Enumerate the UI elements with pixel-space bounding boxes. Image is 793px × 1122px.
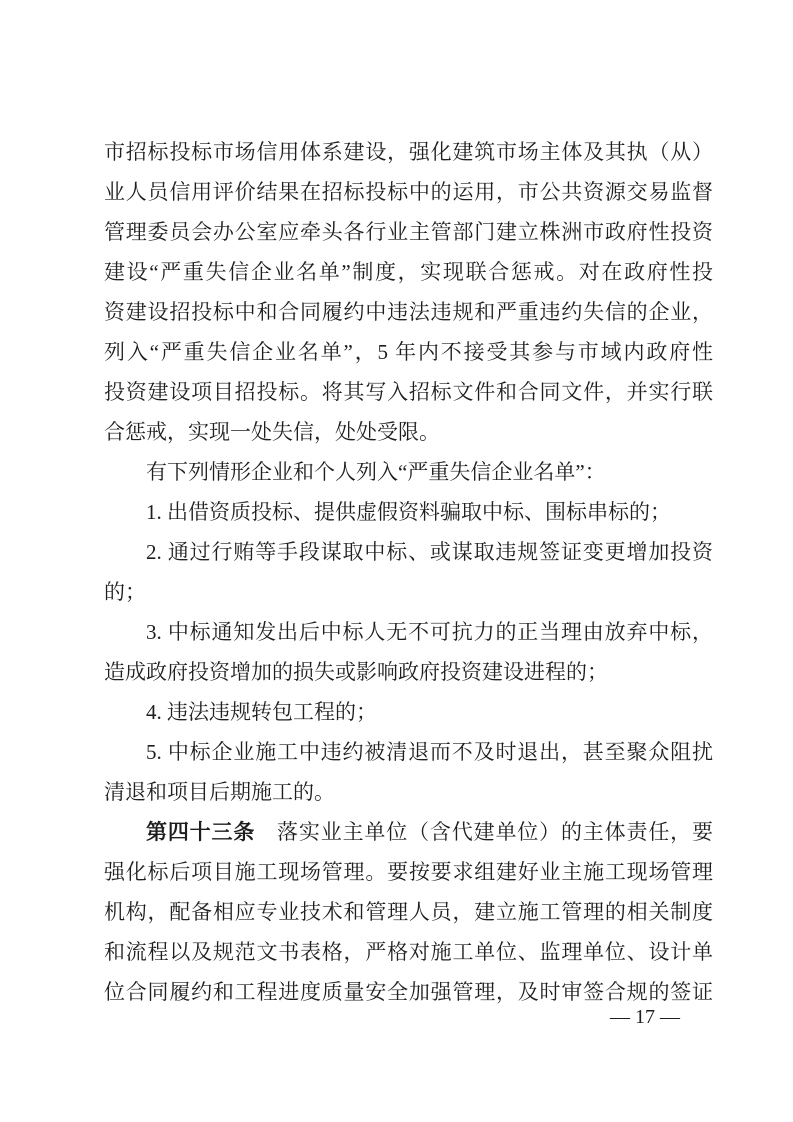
body-line: 市招标投标市场信用体系建设，强化建筑市场主体及其执（从） [104,140,713,164]
body-line: 合惩戒，实现一处失信，处处受限。 [104,420,440,444]
list-item-line: 清退和项目后期施工的。 [104,780,335,804]
body-line: 建设“严重失信企业名单”制度，实现联合惩戒。对在政府性投 [104,260,713,284]
article-text: 落实业主单位（含代建单位）的主体责任，要 [255,820,713,844]
list-item-line: 的； [104,580,146,604]
list-item-line: 3. 中标通知发出后中标人无不可抗力的正当理由放弃中标， [146,620,713,644]
list-item-line: 1. 出借资质投标、提供虚假资料骗取中标、围标串标的； [146,500,671,524]
document-body [104,132,713,1012]
body-line: 管理委员会办公室应牵头各行业主管部门建立株洲市政府性投资 [104,220,713,244]
body-line: 业人员信用评价结果在招标投标中的运用，市公共资源交易监督 [104,180,713,204]
body-line: 位合同履约和工程进度质量安全加强管理，及时审签合规的签证 [104,980,713,1004]
body-line: 资建设招投标中和合同履约中违法违规和严重违约失信的企业， [104,300,713,324]
page-number: — 17 — [610,1006,680,1028]
body-line: 机构，配备相应专业技术和管理人员，建立施工管理的相关制度 [104,900,713,924]
list-item-line: 4. 违法违规转包工程的； [146,700,377,724]
article-number: 第四十三条 [146,820,256,844]
body-line: 和流程以及规范文书表格，严格对施工单位、监理单位、设计单 [104,940,713,964]
body-line: 列入“严重失信企业名单”，5 年内不接受其参与市域内政府性 [104,340,713,364]
body-line: 有下列情形企业和个人列入“严重失信企业名单”： [146,460,606,484]
list-item-line: 造成政府投资增加的损失或影响政府投资建设进程的； [104,660,608,684]
list-item-line: 5. 中标企业施工中违约被清退而不及时退出，甚至聚众阻扰 [146,740,713,764]
body-line: 强化标后项目施工现场管理。要按要求组建好业主施工现场管理 [104,860,713,884]
article-heading-line [104,812,713,852]
list-item-line: 2. 通过行贿等手段谋取中标、或谋取违规签证变更增加投资 [146,540,713,564]
body-line: 投资建设项目招投标。将其写入招标文件和合同文件，并实行联 [104,380,713,404]
